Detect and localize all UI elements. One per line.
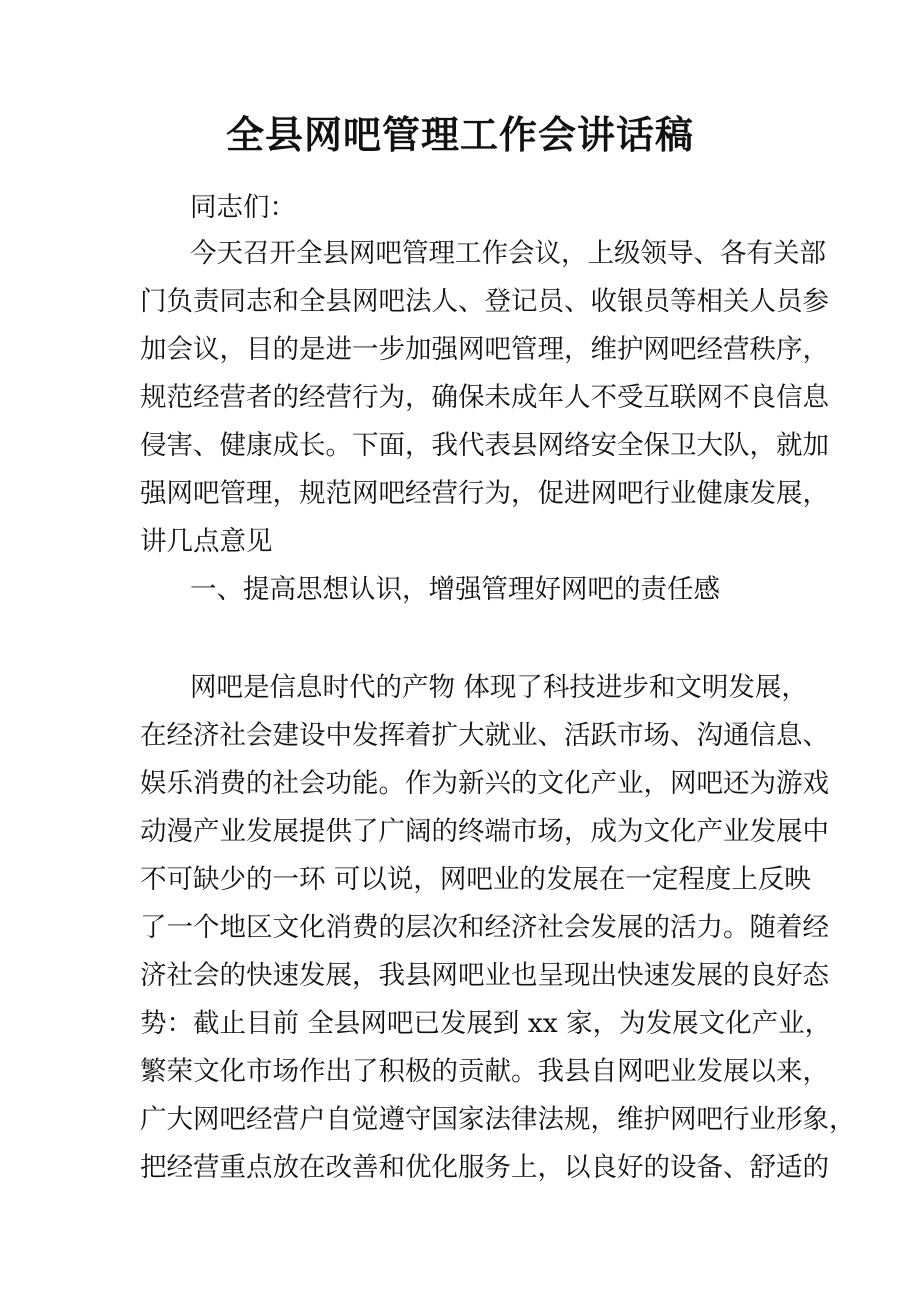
paragraph-line: 门负责同志和全县网吧法人、登记员、收银员等相关人员参: [140, 286, 829, 317]
section-heading: 一、提高思想认识，增强管理好网吧的责任感: [190, 574, 720, 605]
paragraph-line: 了一个地区文化消费的层次和经济社会发展的活力。随着经: [140, 912, 829, 943]
paragraph-line: 势：截止目前 全县网吧已发展到 xx 家，为发展文化产业，: [140, 1008, 832, 1039]
paragraph-line: 广大网吧经营户自觉遵守国家法律法规，维护网吧行业形象，: [140, 1104, 856, 1135]
paragraph-line: 动漫产业发展提供了广阔的终端市场，成为文化产业发展中: [140, 816, 829, 847]
document-title: 全县网吧管理工作会讲话稿: [225, 112, 694, 157]
paragraph-line: 网吧是信息时代的产物 体现了科技进步和文明发展，: [190, 672, 808, 703]
paragraph-line: 强网吧管理，规范网吧经营行为，促进网吧行业健康发展，: [140, 478, 829, 509]
paragraph-line: 今天召开全县网吧管理工作会议，上级领导、各有关部: [190, 238, 826, 269]
paragraph-line: 侵害、健康成长。下面，我代表县网络安全保卫大队，就加: [140, 430, 829, 461]
paragraph-line: 繁荣文化市场作出了积极的贡献。我县自网吧业发展以来，: [140, 1056, 829, 1087]
paragraph-line: 济社会的快速发展，我县网吧业也呈现出快速发展的良好态: [140, 960, 829, 991]
paragraph-line: 娱乐消费的社会功能。作为新兴的文化产业，网吧还为游戏: [140, 768, 829, 799]
paragraph-line: 在经济社会建设中发挥着扩大就业、活跃市场、沟通信息、: [140, 720, 829, 751]
paragraph-line: 不可缺少的一环 可以说，网吧业的发展在一定程度上反映: [140, 864, 811, 895]
paragraph-line: 规范经营者的经营行为，确保未成年人不受互联网不良信息: [140, 382, 829, 413]
paragraph-line: 讲几点意见: [140, 526, 273, 557]
paragraph-line: 加会议，目的是进一步加强网吧管理，维护网吧经营秩序，: [140, 334, 829, 365]
salutation: 同志们：: [190, 192, 296, 223]
paragraph-line: 把经营重点放在改善和优化服务上，以良好的设备、舒适的: [140, 1152, 829, 1183]
